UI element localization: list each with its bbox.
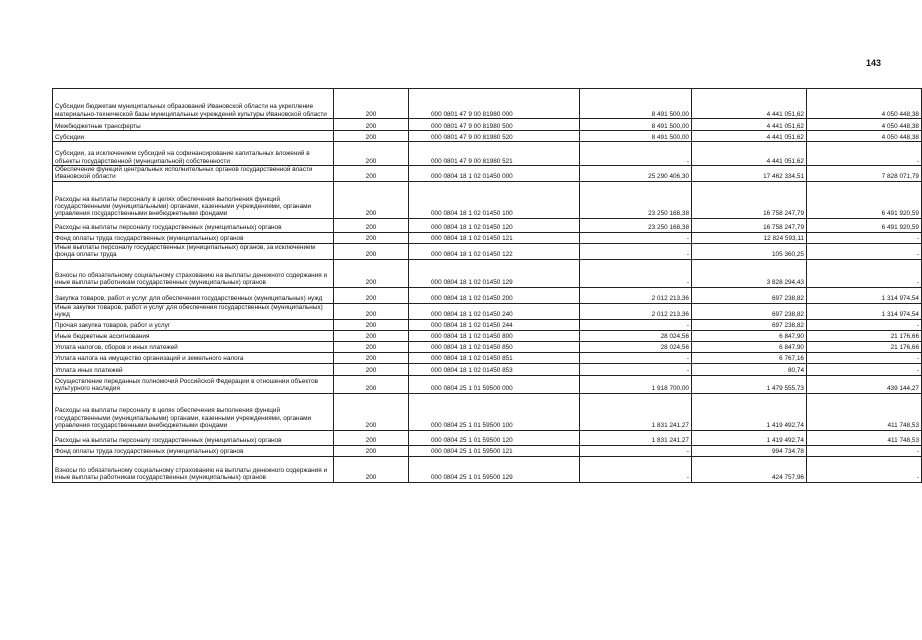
row-approved-amount: 23 250 168,38 xyxy=(580,218,692,232)
row-kbk: 000 0804 25 1 01 59500 120 xyxy=(409,430,580,445)
row-executed-amount: 105 360,25 xyxy=(692,243,807,259)
row-approved-amount: - xyxy=(580,259,692,287)
row-executed-amount: 6 767,16 xyxy=(692,352,807,363)
row-unexecuted-amount: 411 748,53 xyxy=(807,393,922,430)
table-row xyxy=(53,243,922,259)
row-name: Расходы на выплаты персоналу государственных (муниципальных) органов xyxy=(53,430,334,445)
row-executed-amount: 697 238,82 xyxy=(692,303,807,319)
row-code: 200 xyxy=(334,341,409,352)
row-name: Межбюджетные трансферты xyxy=(53,119,334,131)
row-code: 200 xyxy=(334,330,409,341)
row-executed-amount: 4 441 051,62 xyxy=(692,89,807,119)
row-unexecuted-amount: 21 176,66 xyxy=(807,330,922,341)
row-name: Иные бюджетные ассигнования xyxy=(53,330,334,341)
row-approved-amount: - xyxy=(580,352,692,363)
row-executed-amount: 3 828 294,43 xyxy=(692,259,807,287)
row-kbk: 000 0804 18 1 02 01450 000 xyxy=(409,166,580,182)
row-approved-amount: 28 024,56 xyxy=(580,341,692,352)
row-code: 200 xyxy=(334,363,409,375)
table-row xyxy=(53,363,922,375)
row-unexecuted-amount: - xyxy=(807,445,922,456)
row-executed-amount: 16 758 247,79 xyxy=(692,218,807,232)
table-row xyxy=(53,218,922,232)
row-kbk: 000 0804 18 1 02 01450 244 xyxy=(409,319,580,330)
row-kbk: 000 0804 18 1 02 01450 120 xyxy=(409,218,580,232)
row-name: Расходы на выплаты персоналу в целях обеспечения выполнения функций государственными (муниципальными) органами, казенными учреждениями, органами управления государственными внебюджетными фондами xyxy=(53,393,334,430)
table-row xyxy=(53,330,922,341)
row-unexecuted-amount: 4 050 448,38 xyxy=(807,119,922,131)
table-row xyxy=(53,259,922,287)
row-approved-amount: - xyxy=(580,232,692,243)
row-executed-amount: 994 734,78 xyxy=(692,445,807,456)
row-name: Фонд оплаты труда государственных (муниципальных) органов xyxy=(53,445,334,456)
row-code: 200 xyxy=(334,456,409,482)
row-executed-amount: 4 441 051,62 xyxy=(692,142,807,166)
row-unexecuted-amount: 21 176,66 xyxy=(807,341,922,352)
row-executed-amount: 697 238,82 xyxy=(692,287,807,303)
row-approved-amount: 25 290 406,30 xyxy=(580,166,692,182)
row-kbk: 000 0804 18 1 02 01450 121 xyxy=(409,232,580,243)
row-kbk: 000 0804 25 1 01 59500 000 xyxy=(409,375,580,393)
table-row xyxy=(53,445,922,456)
row-name: Субсидии, за исключением субсидий на софинансирование капитальных вложений в объекты государственной (муниципальной) собственности xyxy=(53,142,334,166)
row-code: 200 xyxy=(334,375,409,393)
table-row xyxy=(53,119,922,131)
row-executed-amount: 4 441 051,62 xyxy=(692,119,807,131)
row-name: Закупка товаров, работ и услуг для обеспечения государственных (муниципальных) нужд xyxy=(53,287,334,303)
row-unexecuted-amount: - xyxy=(807,352,922,363)
table-row xyxy=(53,89,922,119)
row-approved-amount: 8 491 500,00 xyxy=(580,89,692,119)
row-kbk: 000 0801 47 9 00 81980 521 xyxy=(409,142,580,166)
row-name: Прочая закупка товаров, работ и услуг xyxy=(53,319,334,330)
row-unexecuted-amount: - xyxy=(807,232,922,243)
row-unexecuted-amount: 6 491 920,59 xyxy=(807,181,922,218)
table-row xyxy=(53,303,922,319)
row-name: Взносы по обязательному социальному страхованию на выплаты денежного содержания и иные выплаты работникам государственных (муниципальных) органов xyxy=(53,259,334,287)
table-row xyxy=(53,287,922,303)
row-executed-amount: 80,74 xyxy=(692,363,807,375)
table-row xyxy=(53,456,922,482)
row-code: 200 xyxy=(334,131,409,142)
row-name: Субсидии бюджетам муниципальных образований Ивановской области на укрепление материально-технической базы муниципальных учреждений культуры Ивановской области xyxy=(53,89,334,119)
row-kbk: 000 0801 47 9 00 81980 520 xyxy=(409,131,580,142)
row-kbk: 000 0804 18 1 02 01450 800 xyxy=(409,330,580,341)
table-row xyxy=(53,430,922,445)
row-code: 200 xyxy=(334,352,409,363)
row-code: 200 xyxy=(334,287,409,303)
table-row xyxy=(53,181,922,218)
table-row xyxy=(53,166,922,182)
row-executed-amount: 1 419 492,74 xyxy=(692,430,807,445)
row-unexecuted-amount: - xyxy=(807,142,922,166)
row-unexecuted-amount: 1 314 974,54 xyxy=(807,303,922,319)
row-executed-amount: 16 758 247,79 xyxy=(692,181,807,218)
table-row xyxy=(53,352,922,363)
row-unexecuted-amount: 1 314 974,54 xyxy=(807,287,922,303)
row-kbk: 000 0801 47 9 00 81980 000 xyxy=(409,89,580,119)
row-kbk: 000 0804 25 1 01 59500 121 xyxy=(409,445,580,456)
row-approved-amount: 23 250 168,38 xyxy=(580,181,692,218)
row-approved-amount: 8 491 500,00 xyxy=(580,131,692,142)
row-code: 200 xyxy=(334,218,409,232)
row-approved-amount: 28 024,56 xyxy=(580,330,692,341)
row-unexecuted-amount: 411 748,53 xyxy=(807,430,922,445)
row-approved-amount: - xyxy=(580,142,692,166)
row-name: Субсидии xyxy=(53,131,334,142)
row-code: 200 xyxy=(334,430,409,445)
row-approved-amount: - xyxy=(580,445,692,456)
row-code: 200 xyxy=(334,166,409,182)
row-executed-amount: 6 847,90 xyxy=(692,330,807,341)
row-code: 200 xyxy=(334,119,409,131)
row-name: Расходы на выплаты персоналу государственных (муниципальных) органов xyxy=(53,218,334,232)
row-unexecuted-amount: - xyxy=(807,319,922,330)
row-code: 200 xyxy=(334,259,409,287)
row-executed-amount: 6 847,90 xyxy=(692,341,807,352)
row-code: 200 xyxy=(334,303,409,319)
row-approved-amount: 1 831 241,27 xyxy=(580,393,692,430)
row-kbk: 000 0804 18 1 02 01450 851 xyxy=(409,352,580,363)
row-name: Осуществление переданных полномочий Российской Федерации в отношении объектов культурного наследия xyxy=(53,375,334,393)
table-row xyxy=(53,131,922,142)
table-row xyxy=(53,375,922,393)
budget-execution-table xyxy=(52,88,922,483)
row-kbk: 000 0801 47 9 00 81980 500 xyxy=(409,119,580,131)
row-kbk: 000 0804 25 1 01 59500 129 xyxy=(409,456,580,482)
row-name: Взносы по обязательному социальному страхованию на выплаты денежного содержания и иные выплаты работникам государственных (муниципальных) органов xyxy=(53,456,334,482)
row-approved-amount: - xyxy=(580,243,692,259)
row-unexecuted-amount: - xyxy=(807,456,922,482)
row-executed-amount: 17 462 334,51 xyxy=(692,166,807,182)
row-code: 200 xyxy=(334,232,409,243)
table-row xyxy=(53,393,922,430)
row-unexecuted-amount: 6 491 920,59 xyxy=(807,218,922,232)
row-kbk: 000 0804 18 1 02 01450 122 xyxy=(409,243,580,259)
row-code: 200 xyxy=(334,393,409,430)
row-code: 200 xyxy=(334,319,409,330)
row-approved-amount: 2 012 213,36 xyxy=(580,303,692,319)
row-unexecuted-amount: 4 050 448,38 xyxy=(807,131,922,142)
row-executed-amount: 424 757,96 xyxy=(692,456,807,482)
row-name: Иные выплаты персоналу государственных (муниципальных) органов, за исключением фонда оплаты труда xyxy=(53,243,334,259)
row-approved-amount: - xyxy=(580,456,692,482)
row-approved-amount: 8 491 500,00 xyxy=(580,119,692,131)
row-code: 200 xyxy=(334,89,409,119)
row-approved-amount: - xyxy=(580,319,692,330)
row-name: Обеспечение функций центральных исполнительных органов государственной власти Ивановской области xyxy=(53,166,334,182)
row-approved-amount: 1 831 241,27 xyxy=(580,430,692,445)
row-unexecuted-amount: 4 050 448,38 xyxy=(807,89,922,119)
row-name: Уплата налога на имущество организаций и земельного налога xyxy=(53,352,334,363)
row-unexecuted-amount: 7 828 071,79 xyxy=(807,166,922,182)
row-name: Иные закупки товаров, работ и услуг для обеспечения государственных (муниципальных) нужд xyxy=(53,303,334,319)
row-name: Уплата налогов, сборов и иных платежей xyxy=(53,341,334,352)
row-kbk: 000 0804 18 1 02 01450 129 xyxy=(409,259,580,287)
row-code: 200 xyxy=(334,243,409,259)
row-name: Фонд оплаты труда государственных (муниципальных) органов xyxy=(53,232,334,243)
row-code: 200 xyxy=(334,445,409,456)
row-code: 200 xyxy=(334,181,409,218)
table-row xyxy=(53,341,922,352)
row-unexecuted-amount: - xyxy=(807,259,922,287)
row-kbk: 000 0804 25 1 01 59500 100 xyxy=(409,393,580,430)
row-approved-amount: 1 918 700,00 xyxy=(580,375,692,393)
row-approved-amount: - xyxy=(580,363,692,375)
row-unexecuted-amount: - xyxy=(807,363,922,375)
row-unexecuted-amount: 439 144,27 xyxy=(807,375,922,393)
table-row xyxy=(53,142,922,166)
row-kbk: 000 0804 18 1 02 01450 240 xyxy=(409,303,580,319)
row-approved-amount: 2 012 213,36 xyxy=(580,287,692,303)
row-executed-amount: 1 479 555,73 xyxy=(692,375,807,393)
row-kbk: 000 0804 18 1 02 01450 100 xyxy=(409,181,580,218)
row-executed-amount: 4 441 051,62 xyxy=(692,131,807,142)
row-unexecuted-amount: - xyxy=(807,243,922,259)
row-code: 200 xyxy=(334,142,409,166)
row-name: Уплата иных платежей xyxy=(53,363,334,375)
row-executed-amount: 12 824 593,11 xyxy=(692,232,807,243)
row-kbk: 000 0804 18 1 02 01450 200 xyxy=(409,287,580,303)
row-name: Расходы на выплаты персоналу в целях обеспечения выполнения функций государственными (муниципальными) органами, казенными учреждениями, органами управления государственными внебюджетными фондами xyxy=(53,181,334,218)
table-row xyxy=(53,319,922,330)
row-executed-amount: 1 419 492,74 xyxy=(692,393,807,430)
row-kbk: 000 0804 18 1 02 01450 853 xyxy=(409,363,580,375)
row-kbk: 000 0804 18 1 02 01450 850 xyxy=(409,341,580,352)
page-number: 143 xyxy=(866,58,882,68)
row-executed-amount: 697 238,82 xyxy=(692,319,807,330)
table-row xyxy=(53,232,922,243)
